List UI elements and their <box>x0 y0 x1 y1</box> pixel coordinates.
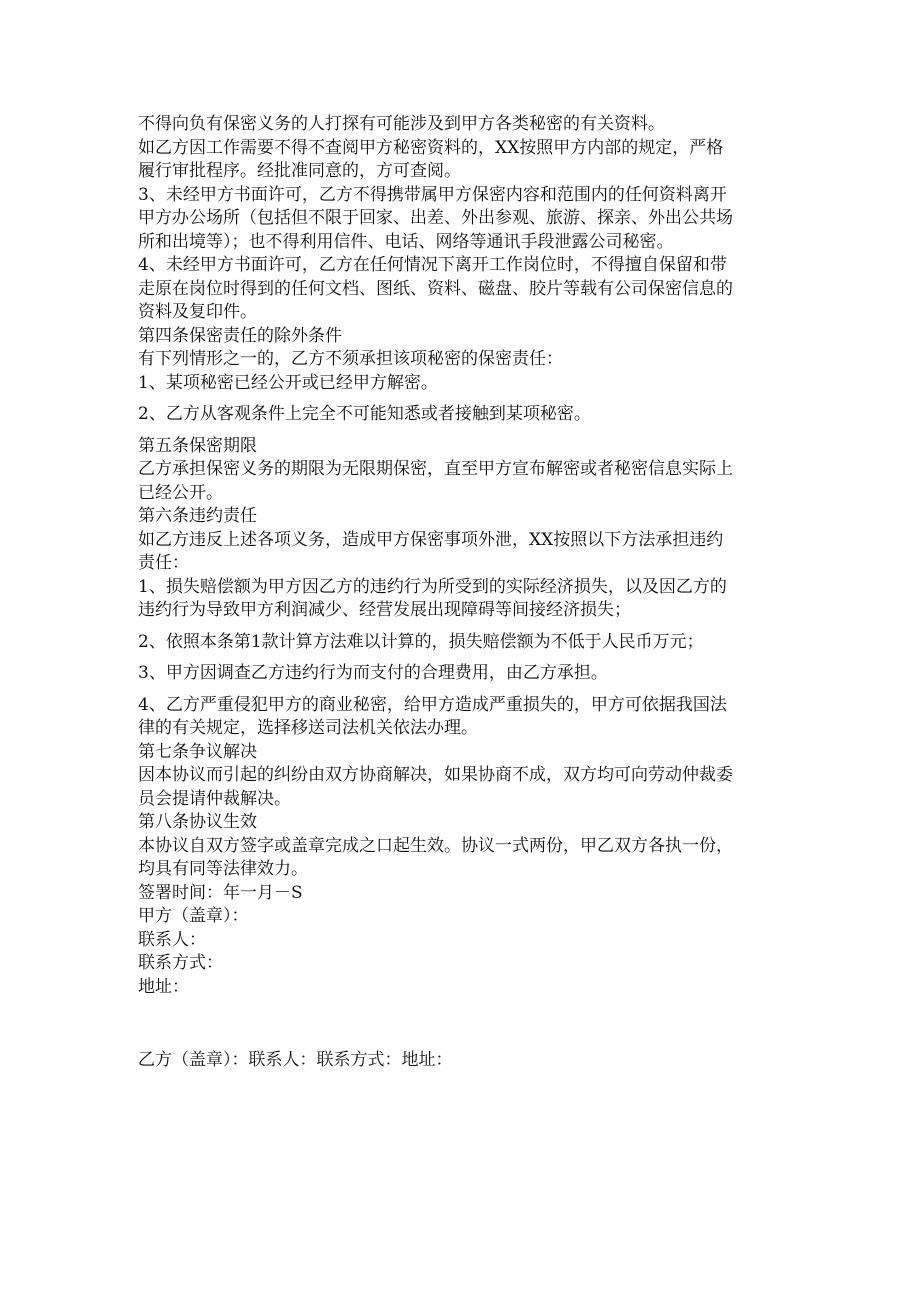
text-line: 责任： <box>138 553 189 573</box>
text-line: 如乙方违反上述各项义务，造成甲方保密事项外泄，XX按照以下方法承担违约 <box>138 529 724 550</box>
party-a-address: 地址： <box>138 976 189 997</box>
section-heading: 第五条保密期限 <box>138 435 257 456</box>
document-body <box>138 113 793 1073</box>
text-line: 如乙方因工作需要不得不查阅甲方秘密资料的，XX按照甲方内部的规定，严格 <box>138 137 724 158</box>
text-line: 律的有关规定，选择移送司法机关依法办理。 <box>138 718 478 738</box>
section-heading: 第四条保密责任的除外条件 <box>138 325 342 346</box>
text-line: 3、甲方因调查乙方违约行为而支付的合理费用，由乙方承担。 <box>138 663 608 683</box>
text-line: 履行审批程序。经批准同意的，方可查阅。 <box>138 161 461 181</box>
text-line: 1、某项秘密已经公开或已经甲方解密。 <box>138 372 438 393</box>
party-a-contact: 联系人： <box>138 929 206 950</box>
section-heading: 第七条争议解决 <box>138 741 257 762</box>
text-line: 本协议自双方签字或盖章完成之口起生效。协议一式两份，甲乙双方各执一份， <box>138 835 733 856</box>
party-a-contact-method: 联系方式： <box>138 953 223 973</box>
text-line: 违约行为导致甲方利润减少、经营发展出现障碍等间接经济损失； <box>138 600 631 620</box>
text-line: 3、未经甲方书面许可，乙方不得携带属甲方保密内容和范围内的任何资料离开 <box>138 184 727 205</box>
text-line: 2、乙方从客观条件上完全不可能知悉或者接触到某项秘密。 <box>138 404 591 424</box>
section-heading: 第八条协议生效 <box>138 812 257 832</box>
text-line: 不得向负有保密义务的人打探有可能涉及到甲方各类秘密的有关资料。 <box>138 114 665 134</box>
text-line: 乙方承担保密义务的期限为无限期保密，直至甲方宣布解密或者秘密信息实际上 <box>138 459 733 479</box>
signing-date: 签署时间：年一月－S <box>138 882 303 903</box>
section-heading: 第六条违约责任 <box>138 506 257 526</box>
text-line: 因本协议而引起的纠纷由双方协商解决，如果协商不成，双方均可向劳动仲裁委 <box>138 765 733 785</box>
text-line: 4、乙方严重侵犯甲方的商业秘密，给甲方造成严重损失的，甲方可依据我国法 <box>138 694 727 715</box>
text-line: 走原在岗位时得到的任何文档、图纸、资料、磁盘、胶片等载有公司保密信息的 <box>138 278 733 299</box>
text-line: 均具有同等法律效力。 <box>138 859 308 879</box>
text-line: 所和出境等）；也不得利用信件、电话、网络等通讯手段泄露公司秘密。 <box>138 231 674 252</box>
text-line: 有下列情形之一的，乙方不须承担该项秘密的保密责任： <box>138 349 563 369</box>
text-line: 2、依照本条第1款计算方法难以计算的，损失赔偿额为不低于人民币万元； <box>138 631 704 652</box>
text-line: 已经公开。 <box>138 482 223 503</box>
text-line: 资料及复印件。 <box>138 302 257 322</box>
text-line: 4、未经甲方书面许可，乙方在任何情况下离开工作岗位时，不得擅自保留和带 <box>138 255 727 275</box>
text-line: 员会提请仲裁解决。 <box>138 788 291 809</box>
party-b-signature: 乙方（盖章）：联系人：联系方式：地址： <box>138 1050 453 1070</box>
text-line: 1、损失赔偿额为甲方因乙方的违约行为所受到的实际经济损失，以及因乙方的 <box>138 576 727 597</box>
text-line: 甲方办公场所（包括但不限于回家、出差、外出参观、旅游、探亲、外出公共场 <box>138 208 733 228</box>
party-a-seal: 甲方（盖章）： <box>138 906 249 926</box>
